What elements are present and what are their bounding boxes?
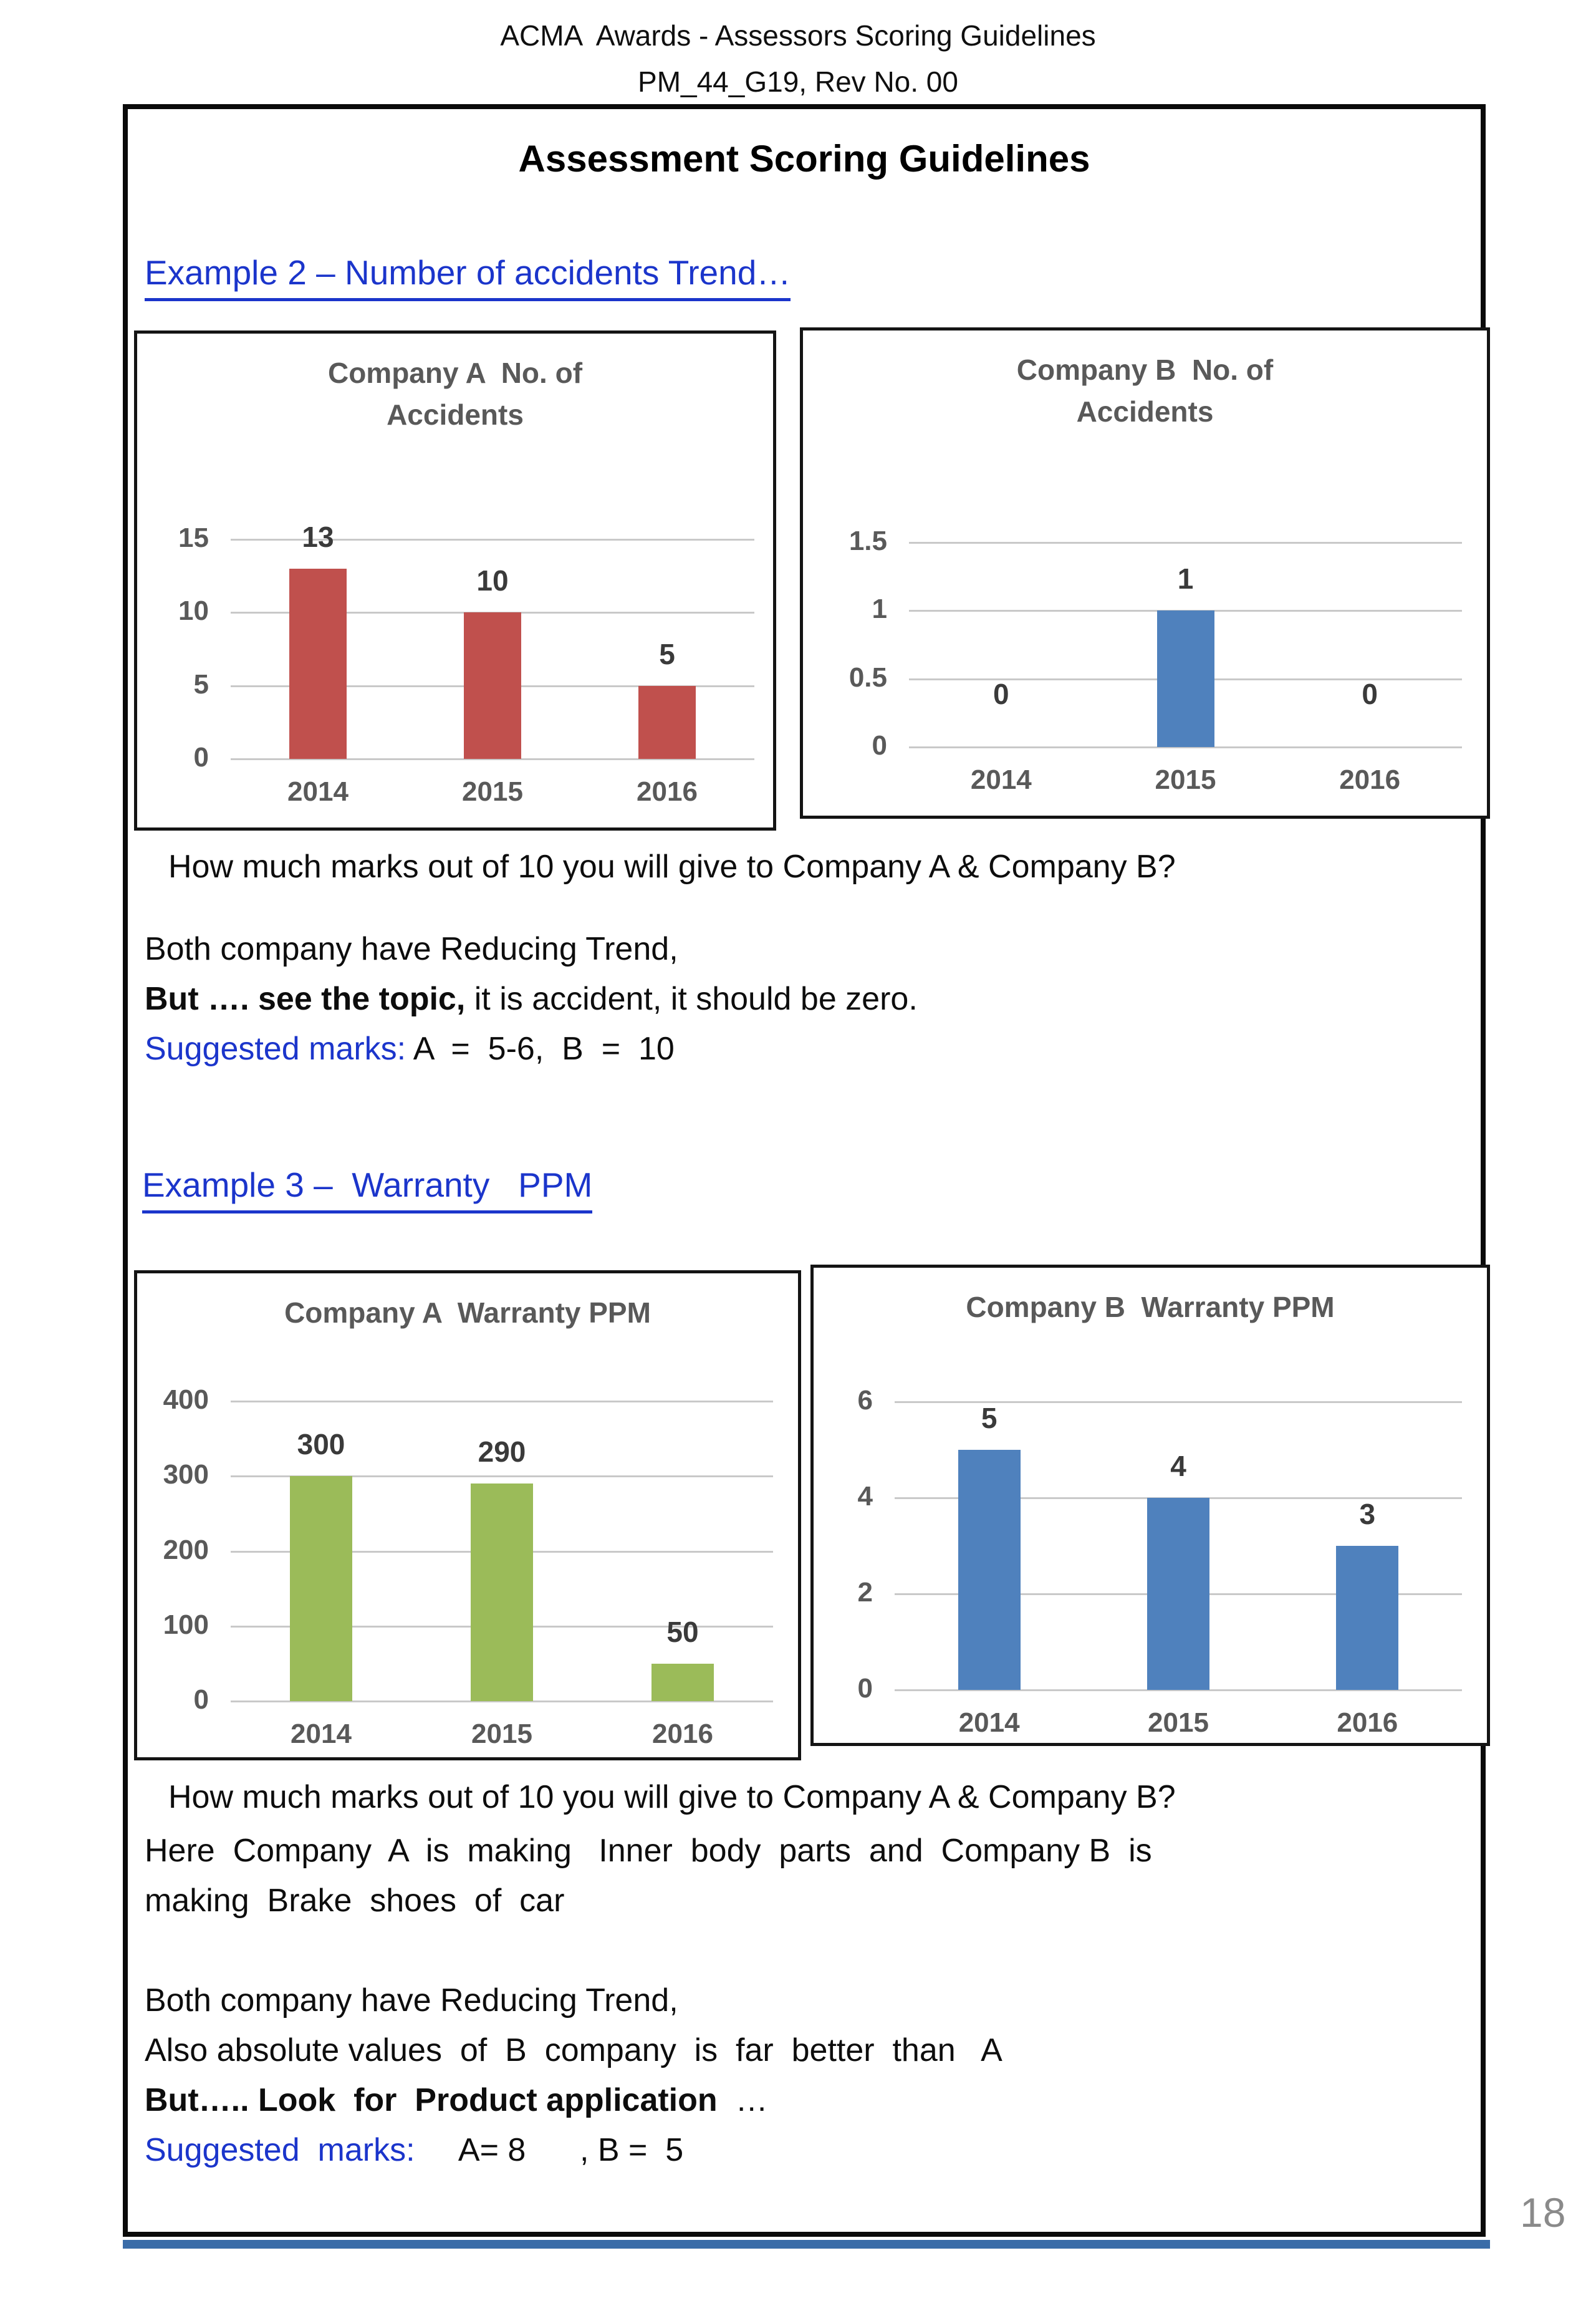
y-axis-tick-label: 0 — [872, 730, 887, 761]
bar-value-label: 5 — [659, 637, 675, 670]
bar — [471, 1483, 533, 1701]
chart-plot-area — [848, 526, 1462, 795]
x-axis-category-label: 2014 — [970, 765, 1032, 795]
y-axis-tick-label: 4 — [857, 1481, 873, 1512]
chart-company-a-accidents — [134, 330, 776, 831]
example3-answer-line3-rest: … — [717, 2082, 768, 2118]
example2-answer-line2-bold: But …. see the topic, — [145, 981, 466, 1017]
bar-value-label: 10 — [476, 564, 509, 597]
bar — [289, 569, 347, 759]
example3-suggested-marks — [145, 2131, 683, 2169]
bar — [958, 1450, 1021, 1690]
y-axis-tick-label: 100 — [163, 1609, 209, 1640]
example3-answer-line3 — [145, 2082, 768, 2119]
example3-context-line2: making Brake shoes of car — [145, 1883, 565, 1919]
x-axis-category-label: 2016 — [1339, 765, 1401, 795]
bar-value-label: 50 — [666, 1615, 699, 1648]
bar — [1157, 610, 1214, 747]
x-axis-category-label: 2015 — [1148, 1707, 1209, 1738]
chart-title-line: Company A Warranty PPM — [284, 1296, 651, 1329]
y-axis-tick-label: 200 — [163, 1534, 209, 1565]
bar — [1336, 1546, 1398, 1690]
chart-company-b-accidents — [800, 327, 1490, 819]
chart-title-line: Company B No. of — [1016, 354, 1274, 386]
bar-value-label: 290 — [478, 1435, 526, 1469]
chart-plot-area — [857, 1385, 1462, 1738]
y-axis-tick-label: 15 — [178, 523, 209, 553]
example3-answer-line2: Also absolute values of B company is far better than A — [145, 2032, 1002, 2068]
document-header-code: PM_44_G19, Rev No. 00 — [638, 65, 958, 98]
example2-answer-line2-rest: it is accident, it should be zero. — [465, 981, 918, 1017]
x-axis-category-label: 2014 — [291, 1719, 352, 1749]
x-axis-category-label: 2015 — [1155, 765, 1216, 795]
chart-title-line: Accidents — [387, 398, 524, 431]
bar-value-label: 3 — [1359, 1498, 1376, 1530]
chart-title-line: Company B Warranty PPM — [966, 1291, 1335, 1323]
chart-plot-area — [178, 520, 754, 807]
bar — [638, 686, 696, 759]
y-axis-tick-label: 5 — [193, 668, 209, 700]
bar-value-label: 300 — [297, 1428, 345, 1461]
chart-title — [137, 352, 773, 435]
page-number: 18 — [1520, 2189, 1566, 2236]
x-axis-category-label: 2014 — [958, 1707, 1020, 1738]
example2-heading: Example 2 – Number of accidents Trend… — [145, 253, 791, 301]
example2-suggested-marks — [145, 1030, 675, 1068]
y-axis-tick-label: 0 — [857, 1673, 873, 1704]
y-axis-tick-label: 300 — [163, 1459, 209, 1490]
y-axis-tick-label: 1.5 — [848, 526, 887, 556]
example3-answer-line1: Both company have Reducing Trend, — [145, 1982, 678, 2019]
x-axis-category-label: 2016 — [1337, 1707, 1398, 1738]
bar-value-label: 5 — [981, 1402, 998, 1434]
example2-suggested-value: A = 5-6, B = 10 — [406, 1031, 675, 1067]
bar — [464, 612, 521, 759]
example3-heading: Example 3 – Warranty PPM — [142, 1165, 592, 1213]
y-axis-tick-label: 1 — [872, 594, 887, 625]
x-axis-category-label: 2014 — [287, 776, 349, 807]
chart-title — [137, 1292, 798, 1334]
chart-company-a-warranty-ppm — [134, 1270, 801, 1760]
example3-question: How much marks out of 10 you will give to Company A & Company B? — [168, 1779, 1176, 1815]
document-header-title: ACMA Awards - Assessors Scoring Guidelines — [500, 19, 1096, 52]
x-axis-category-label: 2015 — [462, 776, 523, 807]
y-axis-tick-label: 0 — [193, 742, 209, 773]
gridline — [231, 1401, 773, 1402]
bar-value-label: 13 — [302, 520, 334, 553]
x-axis-category-label: 2016 — [637, 776, 698, 807]
chart-plot-area — [163, 1384, 773, 1749]
chart-company-b-warranty-ppm — [810, 1265, 1490, 1746]
y-axis-tick-label: 0 — [193, 1684, 209, 1715]
y-axis-tick-label: 6 — [857, 1385, 873, 1416]
example2-answer-line1: Both company have Reducing Trend, — [145, 931, 678, 967]
x-axis-category-label: 2015 — [471, 1719, 532, 1749]
example2-suggested-label: Suggested marks: — [145, 1031, 406, 1067]
bar — [651, 1664, 714, 1701]
y-axis-tick-label: 400 — [163, 1384, 209, 1415]
y-axis-tick-label: 2 — [857, 1577, 873, 1608]
example2-answer-line2 — [145, 980, 918, 1018]
chart-title-line: Accidents — [1076, 395, 1214, 428]
example3-answer-line3-bold: But….. Look for Product application — [145, 2082, 718, 2118]
bar-value-label: 4 — [1170, 1450, 1186, 1482]
chart-title — [803, 349, 1487, 432]
chart-title-line: Company A No. of — [327, 357, 583, 389]
bar — [1147, 1498, 1209, 1690]
example3-suggested-value: A= 8 , B = 5 — [415, 2132, 684, 2168]
page-title: Assessment Scoring Guidelines — [518, 138, 1090, 180]
gridline — [909, 542, 1462, 544]
bar — [290, 1476, 352, 1701]
bar-value-label: 0 — [993, 678, 1009, 710]
bar-value-label: 1 — [1177, 562, 1194, 596]
bottom-accent-line — [123, 2240, 1490, 2249]
x-axis-category-label: 2016 — [652, 1719, 713, 1749]
y-axis-tick-label: 0.5 — [848, 662, 887, 693]
example2-question: How much marks out of 10 you will give to Company A & Company B? — [168, 849, 1176, 885]
example3-context-line1: Here Company A is making Inner body parts and Company B is — [145, 1833, 1152, 1869]
y-axis-tick-label: 10 — [178, 596, 209, 627]
bar-value-label: 0 — [1362, 678, 1378, 710]
example3-suggested-label: Suggested marks: — [145, 2132, 415, 2168]
chart-title — [814, 1286, 1487, 1328]
